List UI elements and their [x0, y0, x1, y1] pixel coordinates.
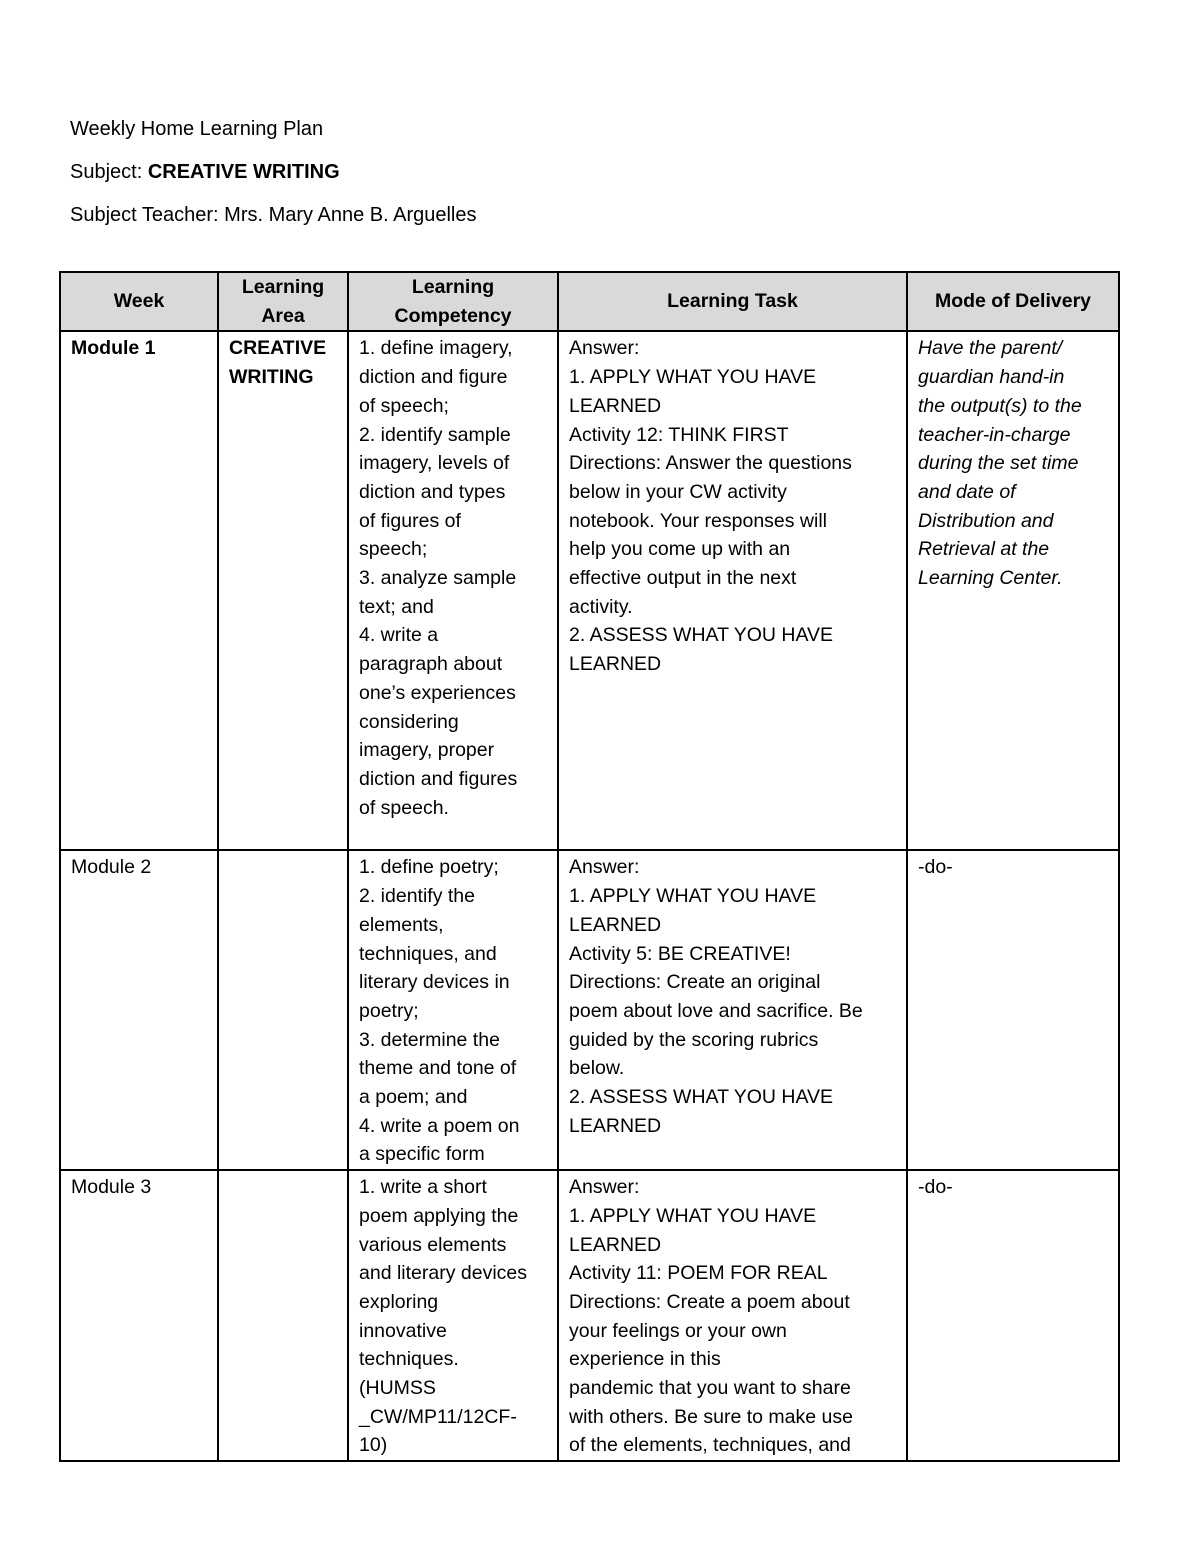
cell-line: LEARNED	[569, 653, 662, 676]
learning-area-cell	[218, 1170, 348, 1461]
cell-line: the output(s) to the	[918, 394, 1082, 417]
cell-line: of speech.	[359, 796, 449, 819]
cell-line: 3. determine the	[359, 1028, 500, 1051]
cell-line: paragraph about	[359, 653, 503, 676]
learning-area-cell	[218, 331, 348, 850]
cell-line: notebook. Your responses will	[569, 509, 828, 532]
header-learning-competency	[348, 272, 558, 331]
cell-line: 1. define poetry;	[359, 856, 499, 879]
cell-line: guardian hand-in	[918, 366, 1065, 389]
cell-line: 10)	[359, 1434, 388, 1457]
cell-line: techniques, and	[359, 942, 497, 965]
cell-line: 2. identify the	[359, 885, 475, 908]
learning-task-cell	[558, 331, 907, 850]
cell-line: below in your CW activity	[569, 480, 787, 503]
cell-line: Activity 11: POEM FOR REAL	[569, 1262, 828, 1285]
cell-line: 1. define imagery,	[359, 337, 513, 360]
cell-line: one’s experiences	[359, 681, 516, 704]
subject-line	[70, 160, 340, 184]
cell-line: 2. ASSESS WHAT YOU HAVE	[569, 624, 834, 647]
cell-line: Activity 5: BE CREATIVE!	[569, 942, 791, 965]
cell-line: 4. write a	[359, 624, 439, 647]
cell-line: various elements	[359, 1233, 507, 1256]
cell-line: 2. ASSESS WHAT YOU HAVE	[569, 1086, 834, 1109]
cell-line: Directions: Answer the questions	[569, 452, 852, 475]
cell-line: and date of	[918, 480, 1016, 503]
cell-line: activity.	[569, 595, 633, 618]
cell-line: LEARNED	[569, 394, 662, 417]
cell-line: during the set time	[918, 452, 1079, 475]
mode-of-delivery-cell: -do-	[907, 850, 1119, 1170]
table-row	[60, 850, 1119, 1170]
cell-line: poem about love and sacrifice. Be	[569, 999, 863, 1022]
cell-line: LEARNED	[569, 1114, 662, 1137]
cell-line: WRITING	[229, 366, 314, 389]
cell-line: your feelings or your own	[569, 1319, 787, 1342]
header-mode-of-delivery: Mode of Delivery	[907, 272, 1119, 331]
learning-task-cell	[558, 1170, 907, 1461]
cell-line: effective output in the next	[569, 567, 797, 590]
cell-line: LEARNED	[569, 1233, 662, 1256]
cell-line: teacher-in-charge	[918, 423, 1071, 446]
cell-line: diction and figure	[359, 366, 508, 389]
cell-line: a poem; and	[359, 1086, 468, 1109]
cell-line: Have the parent/	[918, 337, 1063, 360]
cell-line: of the elements, techniques, and	[569, 1434, 851, 1457]
cell-line: Directions: Create a poem about	[569, 1290, 850, 1313]
cell-line: theme and tone of	[359, 1057, 517, 1080]
header-comp-line2: Competency	[394, 304, 512, 327]
subject-label: Subject:	[70, 161, 148, 183]
competency-cell	[348, 850, 558, 1170]
header-week: Week	[60, 272, 218, 331]
cell-line: Retrieval at the	[918, 538, 1050, 561]
cell-line: CREATIVE	[229, 337, 327, 360]
header-comp-line1: Learning	[411, 276, 495, 298]
subject-teacher: Subject Teacher: Mrs. Mary Anne B. Arguelles	[70, 204, 477, 226]
cell-line: of figures of	[359, 509, 461, 532]
mode-of-delivery-cell: -do-	[907, 1170, 1119, 1461]
cell-line: exploring	[359, 1290, 439, 1313]
cell-line: diction and types	[359, 480, 506, 503]
table-row	[60, 1170, 1119, 1461]
cell-line: imagery, levels of	[359, 452, 510, 475]
competency-cell	[348, 331, 558, 850]
cell-line: help you come up with an	[569, 538, 791, 561]
cell-line: innovative	[359, 1319, 447, 1342]
week-cell: Module 2	[60, 850, 218, 1170]
cell-line: below.	[569, 1057, 625, 1080]
header-learning-task: Learning Task	[558, 272, 907, 331]
week-cell: Module 3	[60, 1170, 218, 1461]
cell-line: diction and figures	[359, 767, 518, 790]
cell-line: guided by the scoring rubrics	[569, 1028, 819, 1051]
cell-line: (HUMSS	[359, 1377, 436, 1400]
cell-line: poem applying the	[359, 1204, 519, 1227]
cell-line: of speech;	[359, 394, 449, 417]
mode-of-delivery-cell	[907, 331, 1119, 850]
table-row	[60, 331, 1119, 850]
cell-line: speech;	[359, 538, 428, 561]
cell-line: Directions: Create an original	[569, 971, 821, 994]
cell-line: with others. Be sure to make use	[569, 1405, 853, 1428]
cell-line: imagery, proper	[359, 739, 495, 762]
subject-value: CREATIVE WRITING	[147, 161, 340, 183]
competency-cell	[348, 1170, 558, 1461]
cell-line: 3. analyze sample	[359, 567, 517, 590]
cell-line: _CW/MP11/12CF-	[359, 1405, 517, 1428]
cell-line: 1. write a short	[359, 1176, 487, 1199]
header-learning-area	[218, 272, 348, 331]
cell-line: LEARNED	[569, 913, 662, 936]
table-header-row	[60, 272, 1119, 331]
week-cell: Module 1	[60, 331, 218, 850]
cell-line: Learning Center.	[918, 567, 1063, 590]
cell-line: literary devices in	[359, 971, 510, 994]
cell-line: Answer:	[569, 337, 640, 360]
page-title: Weekly Home Learning Plan	[70, 118, 324, 140]
header-area-line1: Learning	[241, 276, 325, 298]
cell-line: 2. identify sample	[359, 423, 511, 446]
cell-line: experience in this	[569, 1348, 721, 1371]
cell-line: Distribution and	[918, 509, 1054, 532]
header-area-line2: Area	[261, 304, 305, 327]
cell-line: pandemic that you want to share	[569, 1377, 851, 1400]
cell-line: elements,	[359, 913, 444, 936]
cell-line: 1. APPLY WHAT YOU HAVE	[569, 366, 817, 389]
cell-line: poetry;	[359, 999, 419, 1022]
cell-line: Activity 12: THINK FIRST	[569, 423, 789, 446]
cell-line: considering	[359, 710, 459, 733]
cell-line: text; and	[359, 595, 434, 618]
cell-line: a specific form	[359, 1143, 485, 1166]
cell-line: 1. APPLY WHAT YOU HAVE	[569, 885, 817, 908]
learning-task-cell	[558, 850, 907, 1170]
cell-line: 4. write a poem on	[359, 1114, 520, 1137]
cell-line: Answer:	[569, 1176, 640, 1199]
learning-plan-table	[59, 271, 1120, 1462]
cell-line: 1. APPLY WHAT YOU HAVE	[569, 1204, 817, 1227]
cell-line: and literary devices	[359, 1262, 527, 1285]
cell-line: Answer:	[569, 856, 640, 879]
cell-line: techniques.	[359, 1348, 459, 1371]
learning-area-cell	[218, 850, 348, 1170]
